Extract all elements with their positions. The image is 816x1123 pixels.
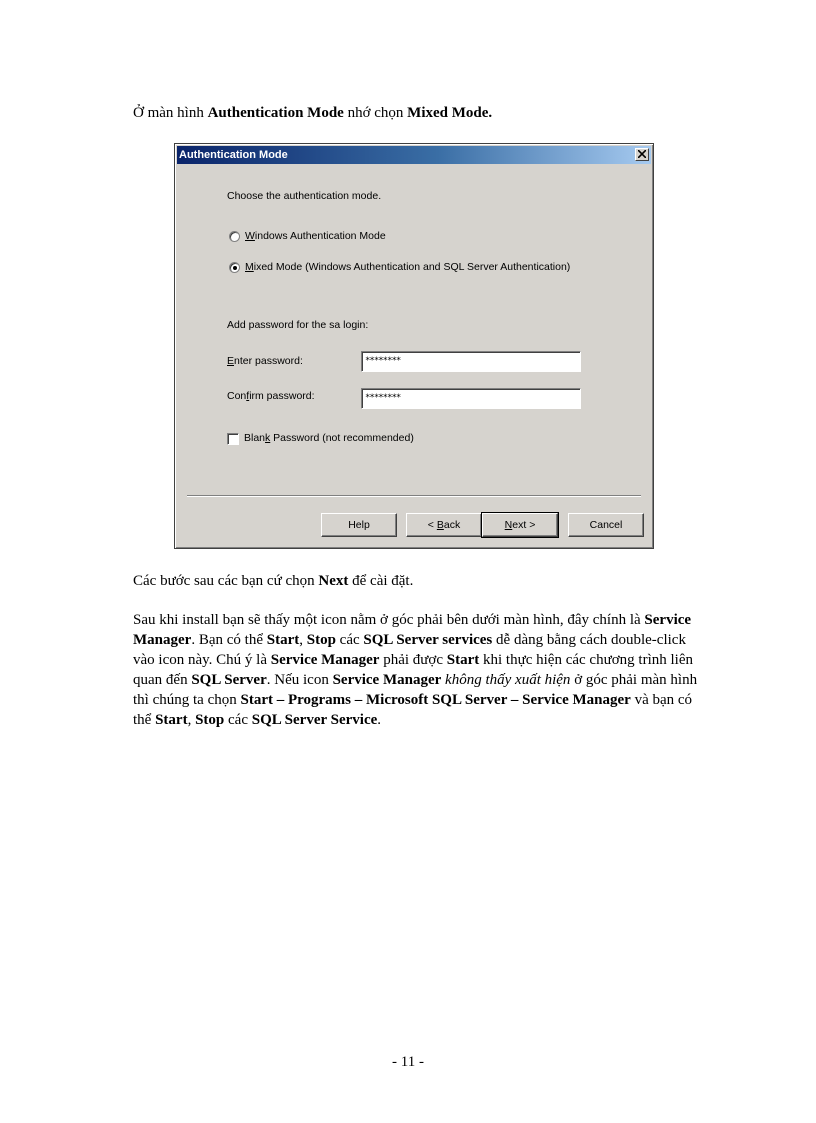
blank-password-label[interactable]: Blank Password (not recommended) — [244, 432, 414, 444]
page-number: - 11 - — [392, 1054, 424, 1070]
mixed-mode-radio[interactable] — [229, 262, 240, 273]
dialog-title: Authentication Mode — [179, 149, 288, 161]
intro-screen-name: Authentication Mode — [207, 105, 344, 121]
intro-prefix: Ở màn hình — [133, 105, 208, 121]
close-icon — [638, 150, 646, 158]
para2-next: Next — [318, 573, 349, 589]
confirm-password-field[interactable]: ******** — [361, 388, 581, 409]
para2-suffix: để cài đặt. — [348, 573, 414, 589]
next-button[interactable]: Next > — [482, 513, 558, 537]
back-button[interactable]: < Back — [406, 513, 482, 537]
windows-auth-label[interactable]: Windows Authentication Mode — [245, 230, 386, 242]
intro-middle: nhớ chọn — [343, 105, 408, 121]
intro-paragraph — [133, 103, 703, 123]
para2-prefix: Các bước sau các bạn cứ chọn — [133, 573, 319, 589]
blank-password-checkbox[interactable] — [227, 433, 239, 445]
dialog-titlebar — [177, 146, 651, 164]
enter-password-field[interactable]: ******** — [361, 351, 581, 372]
cancel-button[interactable]: Cancel — [568, 513, 644, 537]
service-manager-paragraph: Sau khi install bạn sẽ thấy một icon nằm ở góc phải bên dưới màn hình, đây chính là Service Manager. Bạn có thể Start, Stop các SQL Server services dễ dàng bằng cách double-click vào icon này. Chú ý là Service Manager phải được Start khi thực hiện các chương trình liên quan đến SQL Server. Nếu icon Service Manager không thấy xuất hiện ở góc phải màn hình thì chúng ta chọn Start – Programs – Microsoft SQL Server – Service Manager và bạn có thể Start, Stop các SQL Server Service. — [133, 612, 698, 728]
mixed-mode-label[interactable]: Mixed Mode (Windows Authentication and SQL Server Authentication) — [245, 261, 571, 273]
choose-mode-label: Choose the authentication mode. — [227, 190, 382, 202]
next-steps-paragraph — [133, 571, 703, 591]
close-button[interactable] — [635, 148, 649, 161]
authentication-mode-dialog — [174, 143, 654, 549]
enter-password-label: Enter password: — [227, 355, 303, 367]
dialog-separator — [187, 495, 641, 497]
intro-option: Mixed Mode. — [407, 105, 493, 121]
help-button[interactable]: Help — [321, 513, 397, 537]
confirm-password-label: Confirm password: — [227, 390, 315, 402]
windows-auth-radio[interactable] — [229, 231, 240, 242]
add-password-label: Add password for the sa login: — [227, 319, 369, 331]
